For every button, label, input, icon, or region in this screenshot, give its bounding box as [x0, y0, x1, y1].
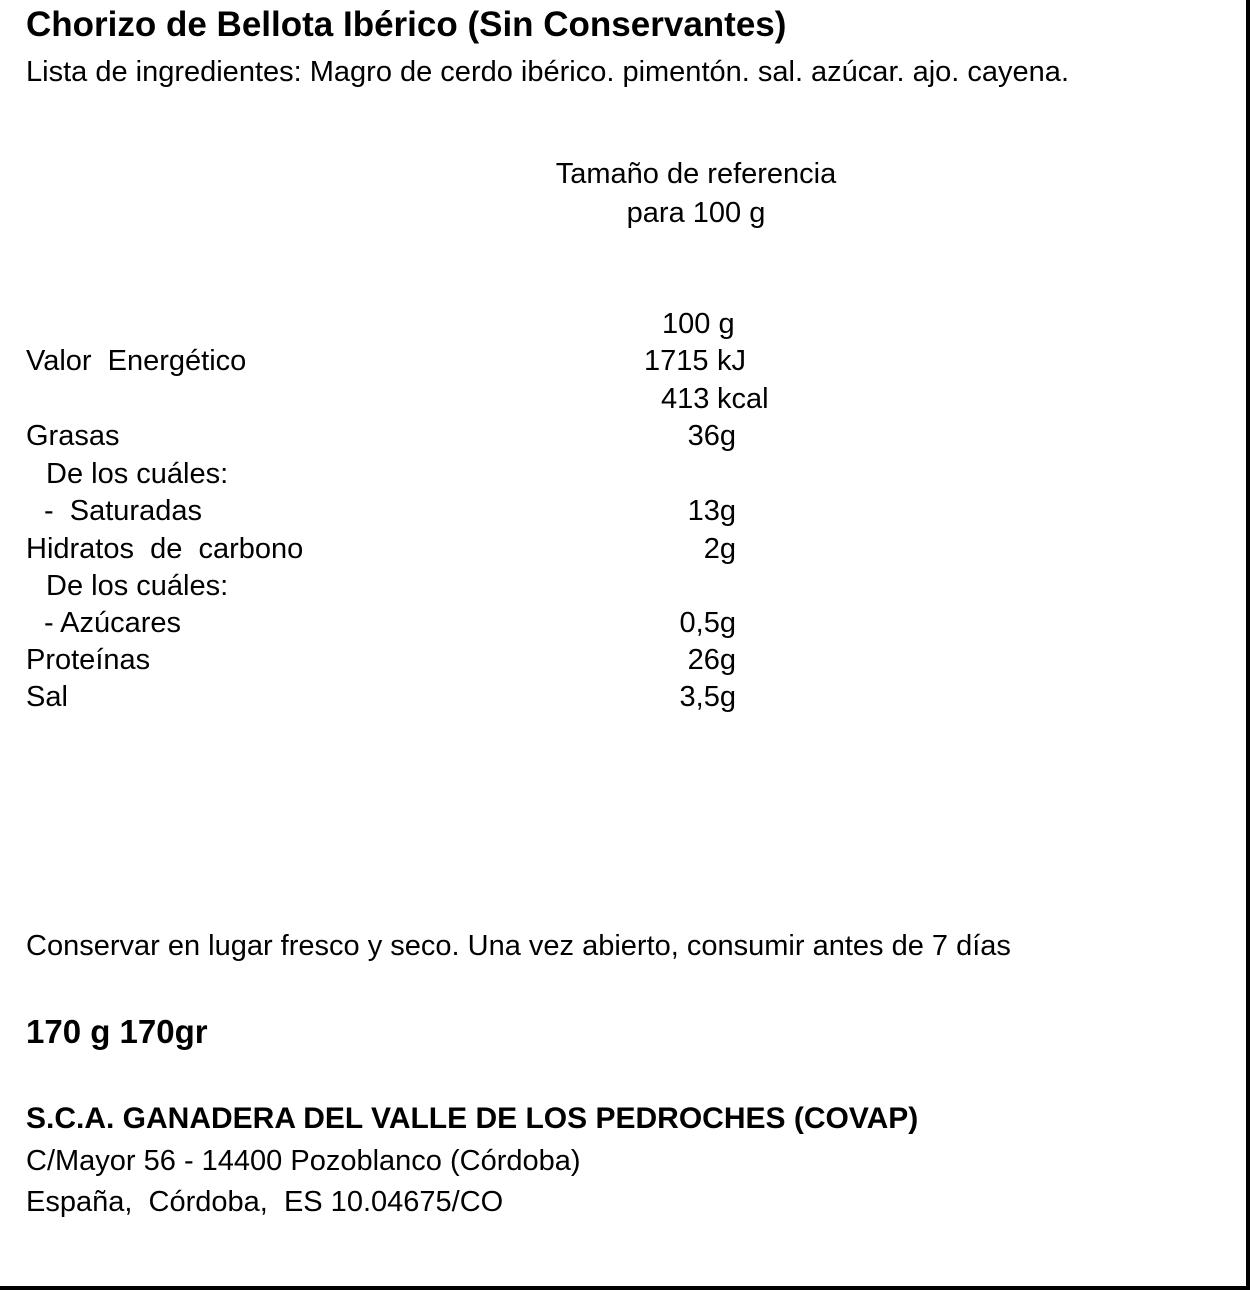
carbs-label: Hidratos de carbono: [26, 533, 304, 565]
storage-instructions: Conservar en lugar fresco y seco. Una vez abierto, consumir antes de 7 días: [26, 930, 1011, 962]
net-weight: 170 g 170gr: [26, 1013, 208, 1050]
producer-address: C/Mayor 56 - 14400 Pozoblanco (Córdoba): [26, 1145, 581, 1177]
energy-kj-value: 1715: [644, 345, 709, 377]
fat-label: Grasas: [26, 420, 120, 452]
salt-value: 3,5g: [679, 681, 736, 713]
protein-value: 26g: [687, 644, 736, 676]
of-which-label-2: De los cuáles:: [46, 570, 229, 602]
energy-kcal-unit: kcal: [717, 383, 769, 415]
salt-label: Sal: [26, 681, 68, 713]
product-title: Chorizo de Bellota Ibérico (Sin Conservantes): [26, 5, 787, 44]
energy-kcal-value: 413: [661, 383, 710, 415]
reference-size-line1: Tamaño de referencia: [555, 158, 837, 190]
saturated-value: 13g: [687, 495, 736, 527]
energy-label: Valor Energético: [26, 345, 247, 377]
producer-location: España, Córdoba, ES 10.04675/CO: [26, 1186, 504, 1218]
energy-kj-unit: kJ: [717, 345, 746, 377]
reference-size-line2: para 100 g: [626, 197, 766, 229]
ingredients-list: Lista de ingredientes: Magro de cerdo ibérico. pimentón. sal. azúcar. ajo. cayena.: [26, 56, 1069, 88]
carbs-value: 2g: [703, 533, 736, 565]
sugars-value: 0,5g: [679, 607, 736, 639]
producer-name: S.C.A. GANADERA DEL VALLE DE LOS PEDROCHES (COVAP): [26, 1102, 919, 1135]
column-header: 100 g: [662, 308, 735, 340]
fat-value: 36g: [687, 420, 736, 452]
saturated-label: - Saturadas: [44, 495, 202, 527]
protein-label: Proteínas: [26, 644, 151, 676]
sugars-label: - Azúcares: [44, 607, 181, 639]
of-which-label-1: De los cuáles:: [46, 458, 229, 490]
